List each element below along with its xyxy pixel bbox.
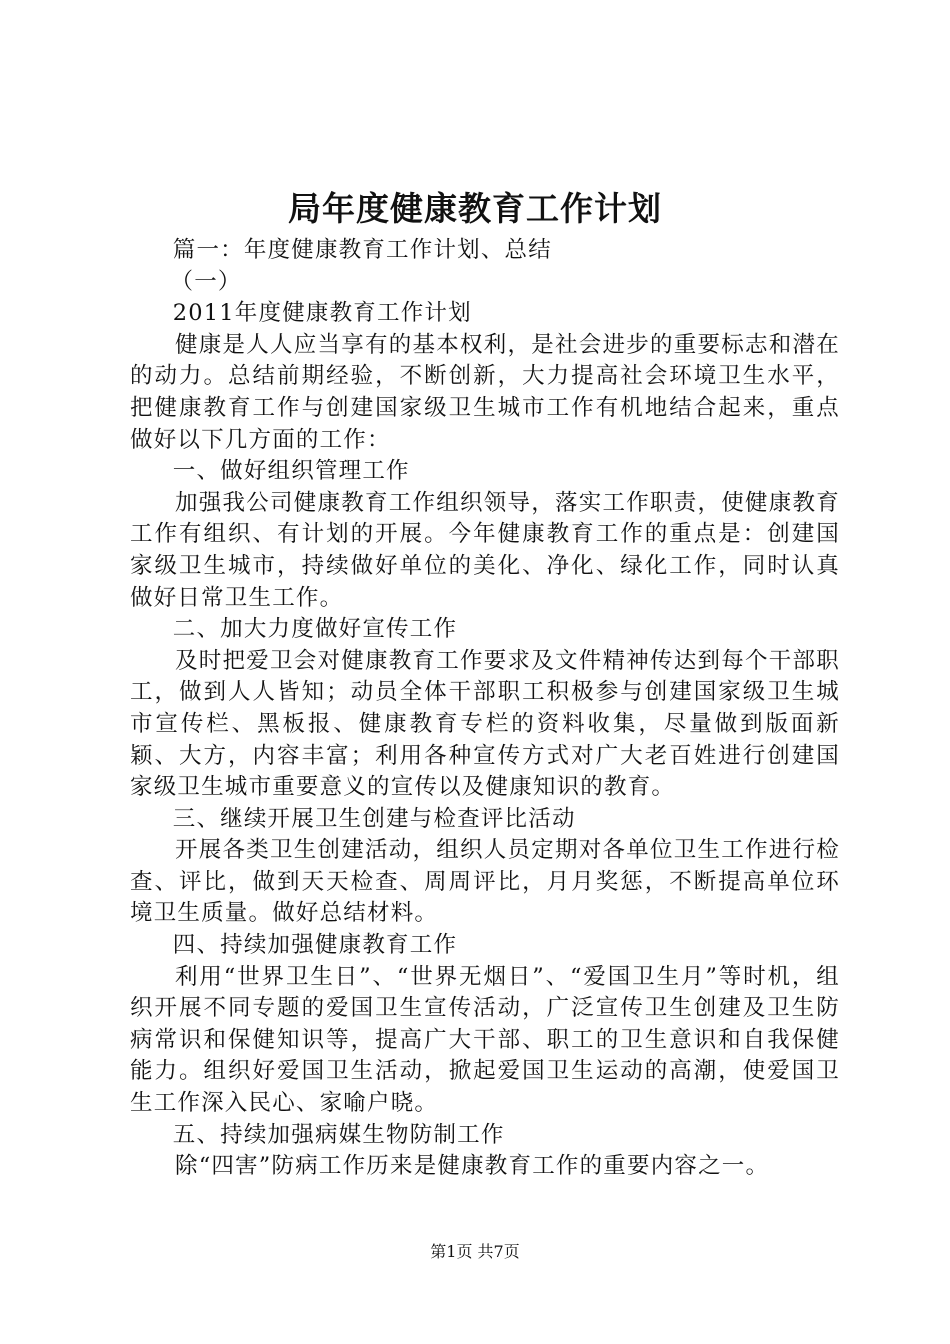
body-paragraph: 及时把爱卫会对健康教育工作要求及文件精神传达到每个干部职工，做到人人皆知；动员全体干部职工积极参与创建国家级卫生城市宣传栏、黑板报、健康教育专栏的资料收集，尽量做到版面新颖、大方，内容丰富；利用各种宣传方式对广大老百姓进行创建国家级卫生城市重要意义的宣传以及健康知识的教育。 <box>130 647 840 801</box>
item-heading: 四、持续加强健康教育工作 <box>172 932 458 959</box>
document-title: 局年度健康教育工作计划 <box>288 189 662 228</box>
item-heading: 五、持续加强病媒生物防制工作 <box>172 1121 505 1148</box>
body-paragraph: 加强我公司健康教育工作组织领导，落实工作职责，使健康教育工作有组织、有计划的开展。今年健康教育工作的重点是：创建国家级卫生城市，持续做好单位的美化、净化、绿化工作，同时认真做好日常卫生工作。 <box>130 489 840 611</box>
page-footer: 第1页 共7页 <box>430 1242 520 1261</box>
section-heading: 篇一：年度健康教育工作计划、总结 <box>172 237 552 263</box>
plan-title: 2011年度健康教育工作计划 <box>172 300 472 327</box>
section-number: （一） <box>170 268 242 295</box>
body-paragraph: 开展各类卫生创建活动，组织人员定期对各单位卫生工作进行检查、评比，做到天天检查、周周评比，月月奖惩，不断提高单位环境卫生质量。做好总结材料。 <box>130 837 840 927</box>
item-heading: 三、继续开展卫生创建与检查评比活动 <box>172 805 576 832</box>
body-paragraph: 健康是人人应当享有的基本权利，是社会进步的重要标志和潜在的动力。总结前期经验，不断创新，大力提高社会环境卫生水平，把健康教育工作与创建国家级卫生城市工作有机地结合起来，重点做好以下几方面的工作： <box>130 331 840 453</box>
item-heading: 一、做好组织管理工作 <box>172 458 410 485</box>
document-body <box>130 235 840 1183</box>
item-heading: 二、加大力度做好宣传工作 <box>172 616 458 643</box>
body-paragraph: 除“四害”防病工作历来是健康教育工作的重要内容之一。 <box>175 1153 770 1180</box>
body-paragraph: 利用“世界卫生日”、“世界无烟日”、“爱国卫生月”等时机，组织开展不同专题的爱国卫生宣传活动，广泛宣传卫生创建及卫生防病常识和保健知识等，提高广大干部、职工的卫生意识和自我保健能力。组织好爱国卫生活动，掀起爱国卫生运动的高潮，使爱国卫生工作深入民心、家喻户晓。 <box>130 963 840 1117</box>
